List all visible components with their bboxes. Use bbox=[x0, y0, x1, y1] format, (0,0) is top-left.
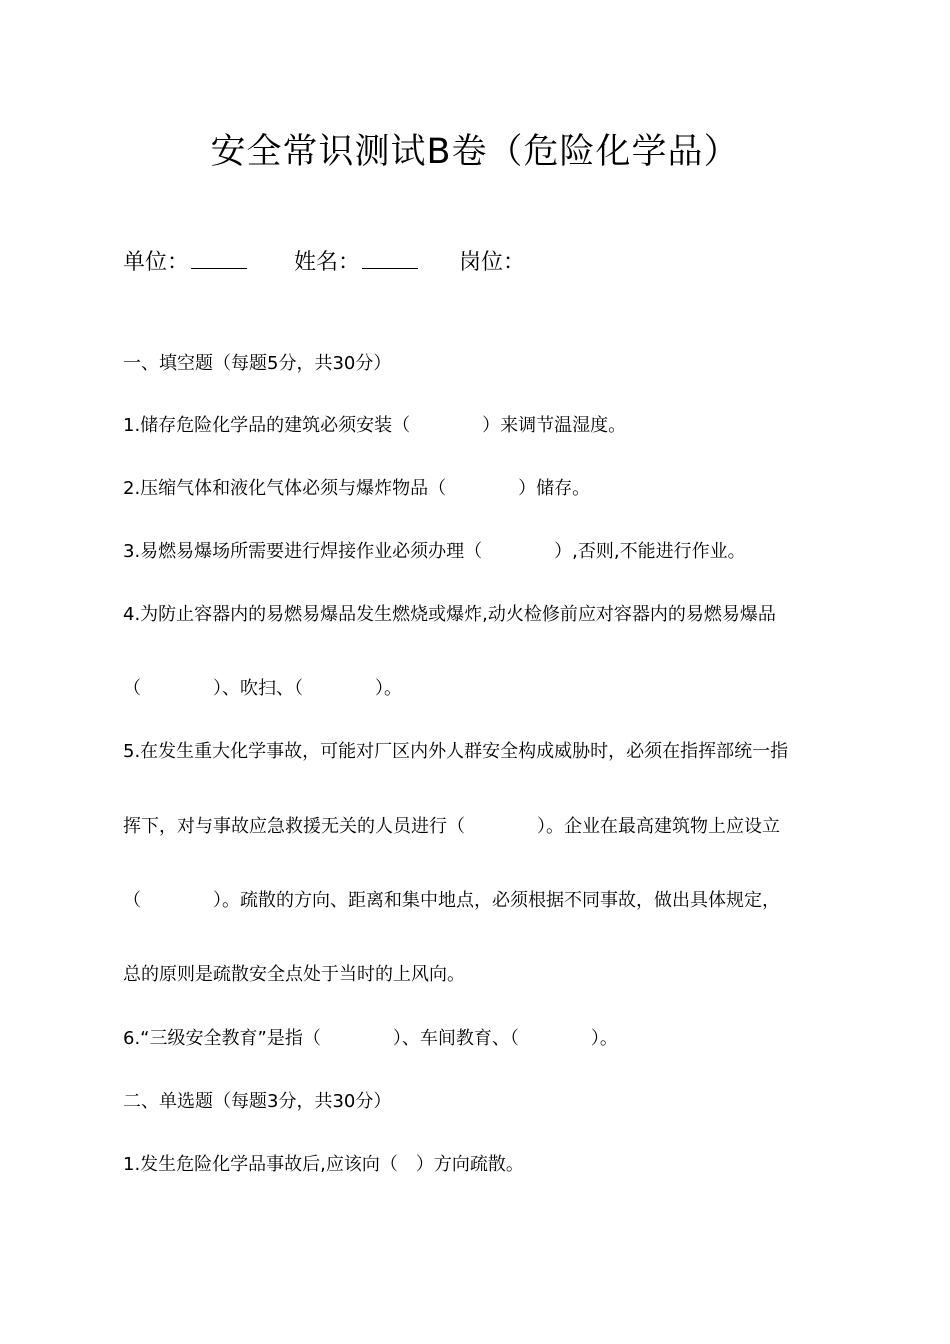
question-line: 6.“三级安全教育”是指（ ）、车间教育、（ ）。 bbox=[123, 1028, 618, 1049]
question-line: 3.易燃易爆场所需要进行焊接作业必须办理（ ）,否则,不能进行作业。 bbox=[123, 541, 746, 562]
unit-label: 单位： bbox=[123, 250, 190, 275]
question-line: 1.储存危险化学品的建筑必须安装（ ）来调节温湿度。 bbox=[123, 415, 627, 436]
question-line: 1.发生危险化学品事故后,应该向（ ）方向疏散。 bbox=[123, 1154, 524, 1175]
name-field bbox=[294, 246, 418, 280]
section-heading-fill: 一、填空题（每题5分，共30分） bbox=[123, 353, 392, 374]
unit-field bbox=[123, 246, 247, 280]
unit-blank bbox=[191, 246, 247, 269]
question-line: 4.为防止容器内的易燃易爆品发生燃烧或爆炸,动火检修前应对容器内的易燃易爆品 bbox=[123, 604, 776, 625]
page-title: 安全常识测试B卷（危险化学品） bbox=[210, 132, 740, 172]
question-line: 挥下，对与事故应急救援无关的人员进行（ ）。企业在最高建筑物上应设立 bbox=[123, 816, 780, 837]
name-blank bbox=[362, 246, 418, 269]
name-label: 姓名： bbox=[294, 250, 361, 275]
post-field bbox=[459, 246, 525, 280]
info-row bbox=[123, 246, 525, 280]
question-line: 5.在发生重大化学事故，可能对厂区内外人群安全构成威胁时，必须在指挥部统一指 bbox=[123, 741, 789, 762]
question-line: （ ）。疏散的方向、距离和集中地点，必须根据不同事故，做出具体规定， bbox=[123, 890, 780, 911]
section-heading-choice: 二、单选题（每题3分，共30分） bbox=[123, 1091, 392, 1112]
question-line: 总的原则是疏散安全点处于当时的上风向。 bbox=[123, 964, 465, 985]
question-line: （ ）、吹扫、（ ）。 bbox=[123, 678, 402, 699]
post-label: 岗位： bbox=[459, 250, 526, 275]
question-line: 2.压缩气体和液化气体必须与爆炸物品（ ）储存。 bbox=[123, 478, 591, 499]
